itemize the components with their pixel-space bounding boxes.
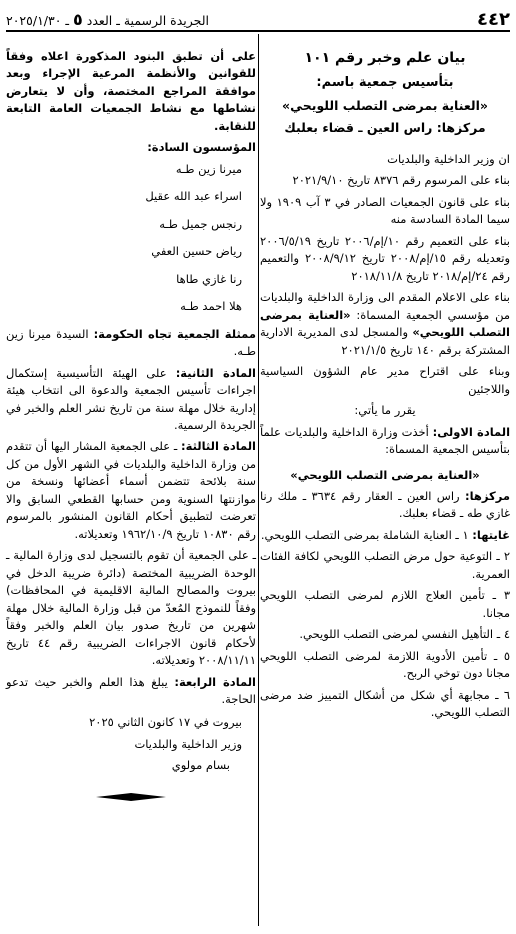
founder-name: رياض حسين العفي [151,244,242,259]
association-name: «العناية بمرضى التصلب اللويحي» [282,98,488,114]
recital-2: بناء على قانون الجمعيات الصادر في ٣ آب ١٩٠٩ ولا سيما المادة السادسة منه [260,194,510,227]
goal-2: ٢ ـ التوعية حول مرض التصلب اللويحي لكافة الفئات العمرية. [260,549,510,581]
recital-1: بناء على المرسوم رقم ٨٣٧٦ تاريخ ٢٠٢١/٩/١٠ [292,173,510,188]
article-4: المادة الرابعة: يبلغ هذا العلم والخبر حيث تدعو الحاجة. [6,674,256,706]
tax-registration: ـ على الجمعية أن تقوم بالتسجيل لدى وزارة المالية ـ الوحدة الضريبية المختصة (دائرة ضريبة الدخل في بيروت والمصالح المالية الاقليمية في المحافظات) وفقاً للنموذج المُعدّ من قبل وزارة المالية خلال مهلة شهرين من تاريخ صدور بيان العلم والخبر وفقاً لأحكام قانون الاجراءات الضريبية رقم ٤٤ تاريخ ٢٠٠٨/١١/١١ وتعديلاته. [6,548,256,668]
left-column [6,34,256,926]
issue-place-date: بيروت في ١٧ كانون الثاني ٢٠٢٥ [89,715,242,730]
page-header [6,8,510,32]
goal-3: ٣ ـ تأمين العلاج اللازم لمرضى التصلب اللويحي مجانا. [260,588,510,620]
recital-5: وبناء على اقتراح مدير عام الشؤون السياسية واللاجئين [260,364,510,396]
goal-1: غايتها: ١ ـ العناية الشاملة بمرضى التصلب اللويحي. [260,527,510,542]
recital-4: بناء على الاعلام المقدم الى وزارة الداخلية والبلديات من مؤسسي الجمعية المسماة: «العناية بمرضى التصلب اللويحي» والمسجل لدى المديرية الادارية المشتركة برقم ١٤٠ تاريخ ٢٠٢١/١/٥ [260,290,511,357]
issue-number: ٥ [73,9,83,29]
founder-name: هلا احمد طـه [180,299,242,314]
column-divider [258,34,259,926]
association-name-2: «العناية بمرضى التصلب اللويحي» [290,467,480,482]
article-3: المادة الثالثة: ـ على الجمعية المشار اليها أن تتقدم من وزارة الداخلية والبلديات في الشهر الأول من كل سنة بلائحة تتضمن أسماء أعضائها ونسخة من موازنتها السنوية ومن حسابها القطعي السابق والا تعرضت لتطبيق أحكام القانون المنشور بالمرسوم رقم ١٠٨٣٠ تاريخ ١٩٦٢/١٠/٩ وتعديلاته. [6,439,257,541]
association-hq: مركزها: راس العين ـ قضاء بعلبك [284,120,486,136]
representative: ممثلة الجمعية تجاه الحكومة: السيدة ميرنا زين طـه. [6,326,256,359]
signer-title: وزير الداخلية والبلديات [134,736,242,751]
founders-list [6,161,256,316]
founders-label: المؤسسون السادة: [147,140,256,155]
founder-name: ميرنا زين طـه [175,161,242,176]
goal-4: ٤ ـ التأهيل النفسي لمرضى التصلب اللويحي. [299,627,510,642]
gazette-name: الجريدة الرسمية ـ العدد [86,12,210,28]
notice-title: بيان علم وخبر رقم ١٠١ [304,50,466,66]
page-number: ٤٤٢ [477,8,510,30]
right-column [260,34,510,926]
end-separator-icon [6,793,256,801]
hq-details: مركزها: راس العين ـ العقار رقم ٣٦٣٤ ـ ملك رنا غازي طه ـ قضاء بعلبك. [260,488,510,521]
issue-info [6,10,209,29]
conditions-text: على أن تطبق البنود المذكورة اعلاه وفقاً للقوانين والأنظمة المرعية الإجراء وبعد موافقة المراجع المختصة، وأن لا يتعارض نشاطها مع نشاط الجمعيات العامة التابعة للنقابة. [6,49,256,133]
founder-name: رنجس جميل طـه [159,216,242,231]
goal-6: ٦ ـ مجابهة أي شكل من أشكال التمييز ضد مرضى التصلب اللويحي. [260,687,510,720]
signer-name: بسام مولوي [171,758,230,773]
issue-date: ـ ٢٠٢٥/١/٣٠ [6,12,70,28]
notice-subtitle: بتأسيس جمعية باسم: [316,75,454,91]
article-1: المادة الاولى: أخذت وزارة الداخلية والبلديات علماً بتأسيس الجمعية المسماة: [260,424,511,457]
founder-name: اسراء عبد الله عقيل [145,189,242,204]
article-2: المادة الثانية: على الهيئة التأسيسية إستكمال اجراءات تأسيس الجمعية والدعوة الى انتخاب هيئة إدارية خلال مهلة سنة من تاريخ نشر العلم والخبر في الجريدة الرسمية. [6,365,256,432]
recital-3: بناء على التعميم رقم ١٠/إم/٢٠٠٦ تاريخ ٢٠٠٦/٥/١٩ وتعديله رقم ١٥/إم/٢٠٠٨ تاريخ ٢٠٠٨/٩/١٢ والتعميم رقم ٢٤/إم/٢٠١٨ تاريخ ٢٠١٨/١١/٨ [260,233,510,283]
founder-name: رنا غازي طاها [176,271,242,286]
minister-line: ان وزير الداخلية والبلديات [387,152,510,167]
decides-line: يقرر ما يأتي: [354,403,416,418]
goal-5: ٥ ـ تأمين الأدوية اللازمة لمرضى التصلب اللويحي مجانا دون توخي الربح. [260,648,510,681]
